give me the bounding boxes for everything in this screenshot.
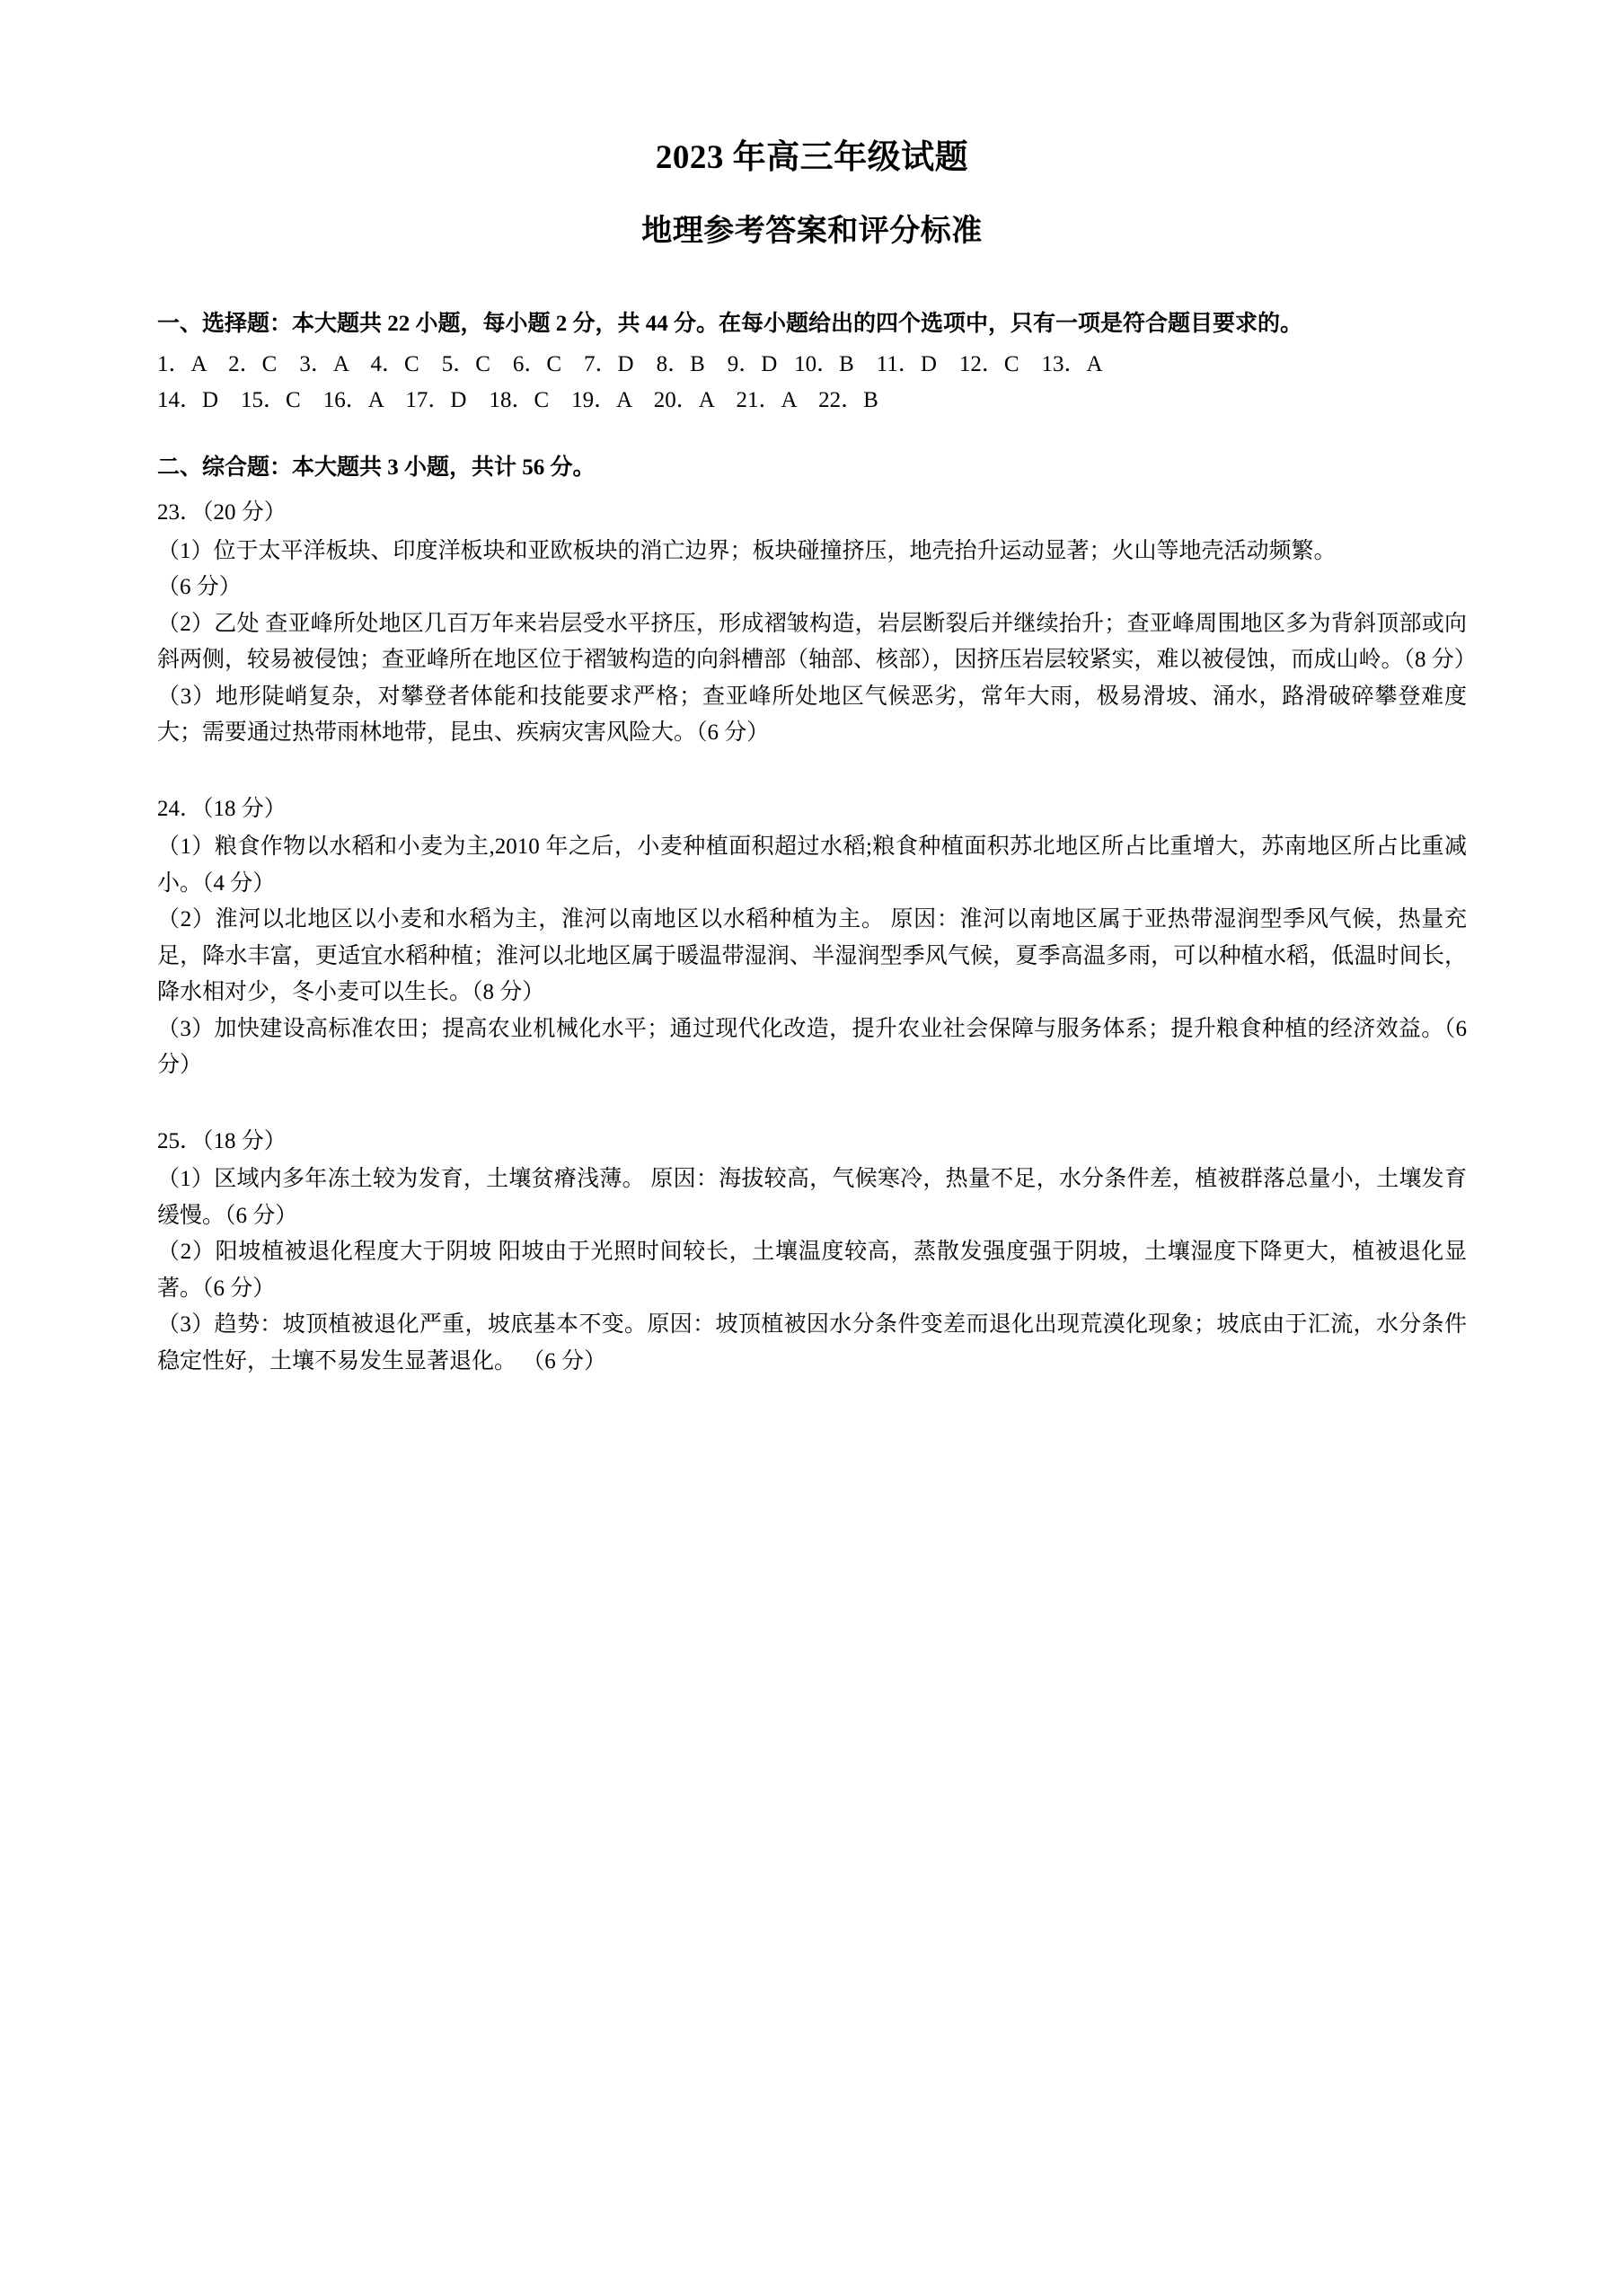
spacer xyxy=(157,419,1467,450)
multiple-choice-answers-row-1: 1．A 2．C 3．A 4．C 5．C 6．C 7．D 8．B 9．D 10．B 11．D 12．C 13．A xyxy=(157,351,1103,376)
question-23-item-3: （2）乙处 查亚峰所处地区几百万年来岩层受水平挤压，形成褶皱构造，岩层断裂后并继续抬升；查亚峰周围地区多为背斜顶部或向斜两侧，较易被侵蚀；查亚峰所在地区位于褶皱构造的向斜槽部（轴部、核部），因挤压岩层较紧实，难以被侵蚀，而成山岭。（8 分） xyxy=(157,611,1477,673)
question-25-item-2: （2）阳坡植被退化程度大于阴坡 阳坡由于光照时间较长，土壤温度较高，蒸散发强度强于阴坡，土壤湿度下降更大，植被退化显著。（6 分） xyxy=(157,1240,1467,1301)
spacer xyxy=(157,1084,1467,1124)
question-25-item-3: （3）趋势：坡顶植被退化严重，坡底基本不变。原因：坡顶植被因水分条件变差而退化出现荒漠化现象；坡底由于汇流，水分条件稳定性好，土壤不易发生显著退化。 （6 分） xyxy=(157,1312,1467,1373)
page-subtitle: 地理参考答案和评分标准 xyxy=(641,214,983,248)
question-23-item-1: （1）位于太平洋板块、印度洋板块和亚欧板块的消亡边界；板块碰撞挤压，地壳抬升运动显著；火山等地壳活动频繁。 xyxy=(157,538,1337,563)
section-one-heading: 一、选择题：本大题共 22 小题，每小题 2 分，共 44 分。在每小题给出的四个选项中，只有一项是符合题目要求的。 xyxy=(157,312,1303,337)
question-24-item-2: （2）淮河以北地区以小麦和水稻为主，淮河以南地区以水稻种植为主。 原因：淮河以南地区属于亚热带湿润型季风气候，热量充足，降水丰富，更适宜水稻种植；淮河以北地区属于暖温带湿润、半湿润型季风气候，夏季高温多雨，可以种植水稻，低温时间长，降水相对少，冬小麦可以生长。（8 分） xyxy=(157,907,1467,1005)
page-title: 2023 年高三年级试题 xyxy=(655,139,969,176)
section-two-heading: 二、综合题：本大题共 3 小题，共计 56 分。 xyxy=(157,455,596,480)
question-number-25: 25．（18 分） xyxy=(157,1128,287,1153)
question-25-item-1: （1）区域内多年冻土较为发育，土壤贫瘠浅薄。 原因：海拔较高，气候寒冷，热量不足，水分条件差，植被群落总量小，土壤发育缓慢。（6 分） xyxy=(157,1167,1467,1228)
question-number-23: 23．（20 分） xyxy=(157,500,287,525)
question-24-item-1: （1）粮食作物以水稻和小麦为主,2010 年之后，小麦种植面积超过水稻;粮食种植面积苏北地区所占比重增大，苏南地区所占比重减小。（4 分） xyxy=(157,835,1467,896)
spacer xyxy=(157,752,1467,791)
question-24-item-3: （3）加快建设高标准农田；提高农业机械化水平；通过现代化改造，提升农业社会保障与服务体系；提升粮食种植的经济效益。（6 分） xyxy=(157,1016,1467,1078)
question-number-24: 24．（18 分） xyxy=(157,796,287,821)
question-23-item-2: （6 分） xyxy=(157,575,242,600)
question-23-item-4: （3）地形陡峭复杂，对攀登者体能和技能要求严格；查亚峰所处地区气候恶劣，常年大雨，极易滑坡、涌水，路滑破碎攀登难度大；需要通过热带雨林地带，昆虫、疾病灾害风险大。（6 分） xyxy=(157,684,1467,746)
multiple-choice-answers-row-2: 14．D 15．C 16．A 17．D 18．C 19．A 20．A 21．A 22．B xyxy=(157,388,878,413)
